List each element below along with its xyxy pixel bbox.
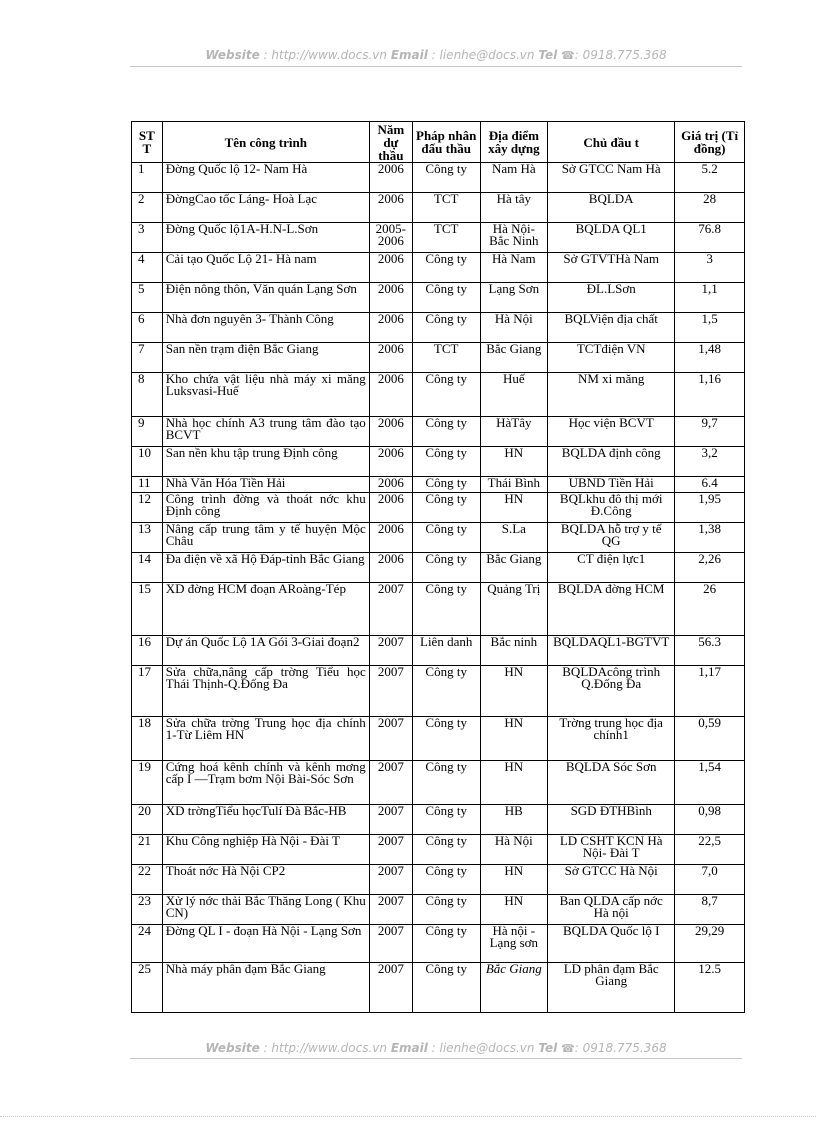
value-cell: 28 xyxy=(675,193,745,223)
value-cell: 5.2 xyxy=(675,163,745,193)
location-cell: HN xyxy=(480,447,548,477)
location-cell: Thái Bình xyxy=(480,477,548,493)
bidder-cell: Công ty xyxy=(412,523,480,553)
location-cell: Huế xyxy=(480,373,548,417)
investor-cell: SGD ĐTHBình xyxy=(548,805,675,835)
project-name-cell: Điện nông thôn, Văn quán Lạng Sơn xyxy=(162,283,369,313)
investor-cell: BQLDA Quốc lộ I xyxy=(548,925,675,963)
phone-icon: ☎ xyxy=(561,1042,575,1055)
location-cell: Hà Nội xyxy=(480,313,548,343)
stt-cell: 7 xyxy=(132,343,163,373)
email-link[interactable]: lienhe@docs.vn xyxy=(439,1041,535,1055)
page-edge xyxy=(0,1116,816,1117)
site-url[interactable]: http://www.docs.vn xyxy=(271,1041,387,1055)
bid-year-cell: 2006 xyxy=(369,253,412,283)
project-name-cell: Đờng Quốc lộ 12- Nam Hà xyxy=(162,163,369,193)
tel-label: Tel xyxy=(538,48,558,62)
project-name-cell: Dự án Quốc Lộ 1A Gói 3-Giai đoạn2 xyxy=(162,636,369,666)
location-cell: Hà nội - Lạng sơn xyxy=(480,925,548,963)
bid-year-cell: 2007 xyxy=(369,865,412,895)
location-cell: S.La xyxy=(480,523,548,553)
value-cell: 1,5 xyxy=(675,313,745,343)
value-cell: 12.5 xyxy=(675,963,745,1013)
tel-label: Tel xyxy=(538,1041,558,1055)
column-header: Pháp nhân đấu thầu xyxy=(412,122,480,163)
value-cell: 9,7 xyxy=(675,417,745,447)
bidder-cell: Công ty xyxy=(412,553,480,583)
table-row xyxy=(132,717,745,761)
bidder-cell: Công ty xyxy=(412,717,480,761)
table-row xyxy=(132,477,745,493)
location-cell: HàTây xyxy=(480,417,548,447)
stt-cell: 13 xyxy=(132,523,163,553)
stt-cell: 24 xyxy=(132,925,163,963)
column-header: Năm dự thầu xyxy=(369,122,412,163)
investor-cell: UBND Tiền Hải xyxy=(548,477,675,493)
project-name-cell: Nhà Văn Hóa Tiền Hải xyxy=(162,477,369,493)
bid-year-cell: 2007 xyxy=(369,805,412,835)
investor-cell: Sở GTVTHà Nam xyxy=(548,253,675,283)
bidder-cell: Công ty xyxy=(412,835,480,865)
location-cell: HN xyxy=(480,865,548,895)
bidder-cell: Công ty xyxy=(412,373,480,417)
value-cell: 56.3 xyxy=(675,636,745,666)
location-cell: Bắc ninh xyxy=(480,636,548,666)
table-row xyxy=(132,963,745,1013)
table-row xyxy=(132,805,745,835)
investor-cell: ĐL.LSơn xyxy=(548,283,675,313)
location-cell: Hà Nội xyxy=(480,835,548,865)
value-cell: 8,7 xyxy=(675,895,745,925)
stt-cell: 21 xyxy=(132,835,163,865)
table-row xyxy=(132,447,745,477)
value-cell: 3,2 xyxy=(675,447,745,477)
investor-cell: BQLViện địa chất xyxy=(548,313,675,343)
bid-year-cell: 2007 xyxy=(369,761,412,805)
table-row xyxy=(132,865,745,895)
bidder-cell: TCT xyxy=(412,223,480,253)
bidder-cell: Liên danh xyxy=(412,636,480,666)
table-row xyxy=(132,493,745,523)
location-cell: Lạng Sơn xyxy=(480,283,548,313)
project-name-cell: Kho chứa vật liệu nhà máy xi măng Luksvasi-Huế xyxy=(162,373,369,417)
table-row xyxy=(132,373,745,417)
bid-year-cell: 2006 xyxy=(369,283,412,313)
investor-cell: CT điện lực1 xyxy=(548,553,675,583)
stt-cell: 11 xyxy=(132,477,163,493)
bid-year-cell: 2006 xyxy=(369,493,412,523)
site-label: Website xyxy=(205,48,260,62)
investor-cell: LD phân đạm Bắc Giang xyxy=(548,963,675,1013)
bidder-cell: Công ty xyxy=(412,666,480,717)
bid-year-cell: 2006 xyxy=(369,343,412,373)
page-header: Website : http://www.docs.vn Email : lienhe@docs.vn Tel ☎: 0918.775.368 xyxy=(205,48,667,62)
site-url[interactable]: http://www.docs.vn xyxy=(271,48,387,62)
project-name-cell: Sửa chữa trờng Trung học địa chính 1-Từ Liêm HN xyxy=(162,717,369,761)
column-header: Chủ đầu t xyxy=(548,122,675,163)
table-row xyxy=(132,253,745,283)
location-cell: Hà tây xyxy=(480,193,548,223)
table-row xyxy=(132,666,745,717)
location-cell: Quảng Trị xyxy=(480,583,548,636)
phone-icon: ☎ xyxy=(561,49,575,62)
table-row xyxy=(132,313,745,343)
bidder-cell: Công ty xyxy=(412,805,480,835)
header-rule xyxy=(130,66,742,67)
email-label: Email xyxy=(390,1041,428,1055)
table-row xyxy=(132,553,745,583)
bid-year-cell: 2007 xyxy=(369,835,412,865)
table-row xyxy=(132,583,745,636)
investor-cell: BQLDA Sóc Sơn xyxy=(548,761,675,805)
bid-year-cell: 2006 xyxy=(369,417,412,447)
value-cell: 26 xyxy=(675,583,745,636)
project-name-cell: Sửa chữa,nâng cấp trờng Tiểu học Thái Thịnh-Q.Đống Đa xyxy=(162,666,369,717)
investor-cell: BQLDAcông trình Q.Đống Đa xyxy=(548,666,675,717)
project-name-cell: Xử lý nớc thải Bắc Thăng Long ( Khu CN) xyxy=(162,895,369,925)
table-row xyxy=(132,193,745,223)
bid-year-cell: 2006 xyxy=(369,313,412,343)
stt-cell: 20 xyxy=(132,805,163,835)
table-row xyxy=(132,895,745,925)
bidder-cell: Công ty xyxy=(412,313,480,343)
phone-number: 0918.775.368 xyxy=(582,1041,667,1055)
table-header-row xyxy=(132,122,745,163)
column-header: Tên công trình xyxy=(162,122,369,163)
project-name-cell: XD đờng HCM đoạn ARoàng-Tép xyxy=(162,583,369,636)
table-row xyxy=(132,925,745,963)
investor-cell: BQLDA định công xyxy=(548,447,675,477)
project-name-cell: Đờng Quốc lộ1A-H.N-L.Sơn xyxy=(162,223,369,253)
location-cell: Bắc Giang xyxy=(480,963,548,1013)
value-cell: 3 xyxy=(675,253,745,283)
column-header: Giá trị (Tỉ đồng) xyxy=(675,122,745,163)
stt-cell: 17 xyxy=(132,666,163,717)
stt-cell: 22 xyxy=(132,865,163,895)
value-cell: 6.4 xyxy=(675,477,745,493)
value-cell: 1,16 xyxy=(675,373,745,417)
project-name-cell: Đa điện về xã Hộ Đáp-tỉnh Bắc Giang xyxy=(162,553,369,583)
bidder-cell: Công ty xyxy=(412,761,480,805)
table-row xyxy=(132,636,745,666)
stt-cell: 19 xyxy=(132,761,163,805)
project-name-cell: XD trờngTiểu họcTulí Đà Bắc-HB xyxy=(162,805,369,835)
stt-cell: 14 xyxy=(132,553,163,583)
stt-cell: 10 xyxy=(132,447,163,477)
bid-year-cell: 2007 xyxy=(369,666,412,717)
stt-cell: 8 xyxy=(132,373,163,417)
value-cell: 1,95 xyxy=(675,493,745,523)
bid-year-cell: 2006 xyxy=(369,373,412,417)
investor-cell: BQLkhu đô thị mới Đ.Công xyxy=(548,493,675,523)
phone-number: 0918.775.368 xyxy=(582,48,667,62)
stt-cell: 12 xyxy=(132,493,163,523)
bidder-cell: Công ty xyxy=(412,477,480,493)
investor-cell: LD CSHT KCN Hà Nội- Đài T xyxy=(548,835,675,865)
investor-cell: NM xi măng xyxy=(548,373,675,417)
bidder-cell: Công ty xyxy=(412,865,480,895)
bid-year-cell: 2006 xyxy=(369,477,412,493)
page-footer: Website : http://www.docs.vn Email : lienhe@docs.vn Tel ☎: 0918.775.368 xyxy=(205,1041,667,1055)
value-cell: 1,38 xyxy=(675,523,745,553)
site-label: Website xyxy=(205,1041,260,1055)
location-cell: HN xyxy=(480,761,548,805)
project-name-cell: Nâng cấp trung tâm y tế huyện Mộc Châu xyxy=(162,523,369,553)
table-row xyxy=(132,417,745,447)
investor-cell: Trờng trung học địa chính1 xyxy=(548,717,675,761)
project-name-cell: Thoát nớc Hà Nội CP2 xyxy=(162,865,369,895)
investor-cell: Học viện BCVT xyxy=(548,417,675,447)
column-header: ST T xyxy=(132,122,163,163)
table-row xyxy=(132,523,745,553)
investor-cell: Sở GTCC Nam Hà xyxy=(548,163,675,193)
stt-cell: 3 xyxy=(132,223,163,253)
bid-year-cell: 2007 xyxy=(369,963,412,1013)
location-cell: HB xyxy=(480,805,548,835)
stt-cell: 5 xyxy=(132,283,163,313)
bidder-cell: Công ty xyxy=(412,925,480,963)
bidder-cell: Công ty xyxy=(412,163,480,193)
location-cell: HN xyxy=(480,717,548,761)
location-cell: Hà Nam xyxy=(480,253,548,283)
project-name-cell: Công trình đờng và thoát nớc khu Định công xyxy=(162,493,369,523)
project-name-cell: Đờng QL I - đoạn Hà Nội - Lạng Sơn xyxy=(162,925,369,963)
table-row xyxy=(132,343,745,373)
value-cell: 7,0 xyxy=(675,865,745,895)
value-cell: 1,48 xyxy=(675,343,745,373)
location-cell: Hà Nội-Bắc Ninh xyxy=(480,223,548,253)
location-cell: HN xyxy=(480,493,548,523)
bid-year-cell: 2006 xyxy=(369,163,412,193)
location-cell: Bắc Giang xyxy=(480,343,548,373)
bidder-cell: Công ty xyxy=(412,283,480,313)
bid-year-cell: 2007 xyxy=(369,583,412,636)
bid-year-cell: 2006 xyxy=(369,193,412,223)
investor-cell: BQLDAQL1-BGTVT xyxy=(548,636,675,666)
stt-cell: 2 xyxy=(132,193,163,223)
project-name-cell: Cải tạo Quốc Lộ 21- Hà nam xyxy=(162,253,369,283)
project-name-cell: San nền khu tập trung Định công xyxy=(162,447,369,477)
investor-cell: Sở GTCC Hà Nội xyxy=(548,865,675,895)
bidder-cell: Công ty xyxy=(412,895,480,925)
stt-cell: 4 xyxy=(132,253,163,283)
column-header: Địa điểm xây dựng xyxy=(480,122,548,163)
value-cell: 22,5 xyxy=(675,835,745,865)
value-cell: 0,98 xyxy=(675,805,745,835)
investor-cell: BQLDA hỗ trợ y tế QG xyxy=(548,523,675,553)
stt-cell: 23 xyxy=(132,895,163,925)
stt-cell: 1 xyxy=(132,163,163,193)
investor-cell: TCTđiện VN xyxy=(548,343,675,373)
bidder-cell: Công ty xyxy=(412,963,480,1013)
location-cell: Bắc Giang xyxy=(480,553,548,583)
bid-year-cell: 2007 xyxy=(369,925,412,963)
table-body xyxy=(132,163,745,1013)
bid-year-cell: 2007 xyxy=(369,895,412,925)
investor-cell: BQLDA xyxy=(548,193,675,223)
value-cell: 76.8 xyxy=(675,223,745,253)
project-name-cell: Nhà máy phân đạm Bắc Giang xyxy=(162,963,369,1013)
stt-cell: 25 xyxy=(132,963,163,1013)
bidder-cell: Công ty xyxy=(412,417,480,447)
bidder-cell: Công ty xyxy=(412,253,480,283)
bidder-cell: Công ty xyxy=(412,493,480,523)
project-name-cell: ĐờngCao tốc Láng- Hoà Lạc xyxy=(162,193,369,223)
location-cell: HN xyxy=(480,666,548,717)
table-row xyxy=(132,835,745,865)
bidder-cell: Công ty xyxy=(412,447,480,477)
bidder-cell: TCT xyxy=(412,343,480,373)
bid-year-cell: 2007 xyxy=(369,636,412,666)
bid-year-cell: 2006 xyxy=(369,553,412,583)
project-name-cell: Cứng hoá kênh chính và kênh mơng cấp I —Trạm bơm Nội Bài-Sóc Sơn xyxy=(162,761,369,805)
stt-cell: 6 xyxy=(132,313,163,343)
stt-cell: 15 xyxy=(132,583,163,636)
bidder-cell: Công ty xyxy=(412,583,480,636)
location-cell: Nam Hà xyxy=(480,163,548,193)
footer-rule xyxy=(130,1058,742,1059)
table-row xyxy=(132,223,745,253)
investor-cell: BQLDA đờng HCM xyxy=(548,583,675,636)
bidder-cell: TCT xyxy=(412,193,480,223)
bid-year-cell: 2006 xyxy=(369,523,412,553)
project-name-cell: Nhà đơn nguyên 3- Thành Công xyxy=(162,313,369,343)
value-cell: 1,17 xyxy=(675,666,745,717)
value-cell: 0,59 xyxy=(675,717,745,761)
value-cell: 2,26 xyxy=(675,553,745,583)
stt-cell: 18 xyxy=(132,717,163,761)
stt-cell: 16 xyxy=(132,636,163,666)
bid-year-cell: 2006 xyxy=(369,447,412,477)
investor-cell: BQLDA QL1 xyxy=(548,223,675,253)
project-name-cell: Khu Công nghiệp Hà Nội - Đài T xyxy=(162,835,369,865)
email-link[interactable]: lienhe@docs.vn xyxy=(439,48,535,62)
table-row xyxy=(132,761,745,805)
stt-cell: 9 xyxy=(132,417,163,447)
bid-year-cell: 2005-2006 xyxy=(369,223,412,253)
project-name-cell: Nhà học chính A3 trung tâm đào tạo BCVT xyxy=(162,417,369,447)
location-cell: HN xyxy=(480,895,548,925)
value-cell: 1,1 xyxy=(675,283,745,313)
value-cell: 29,29 xyxy=(675,925,745,963)
investor-cell: Ban QLDA cấp nớc Hà nội xyxy=(548,895,675,925)
email-label: Email xyxy=(390,48,428,62)
projects-table xyxy=(131,121,745,1013)
bid-year-cell: 2007 xyxy=(369,717,412,761)
table-row xyxy=(132,283,745,313)
table-row xyxy=(132,163,745,193)
project-name-cell: San nền trạm điện Bắc Giang xyxy=(162,343,369,373)
value-cell: 1,54 xyxy=(675,761,745,805)
